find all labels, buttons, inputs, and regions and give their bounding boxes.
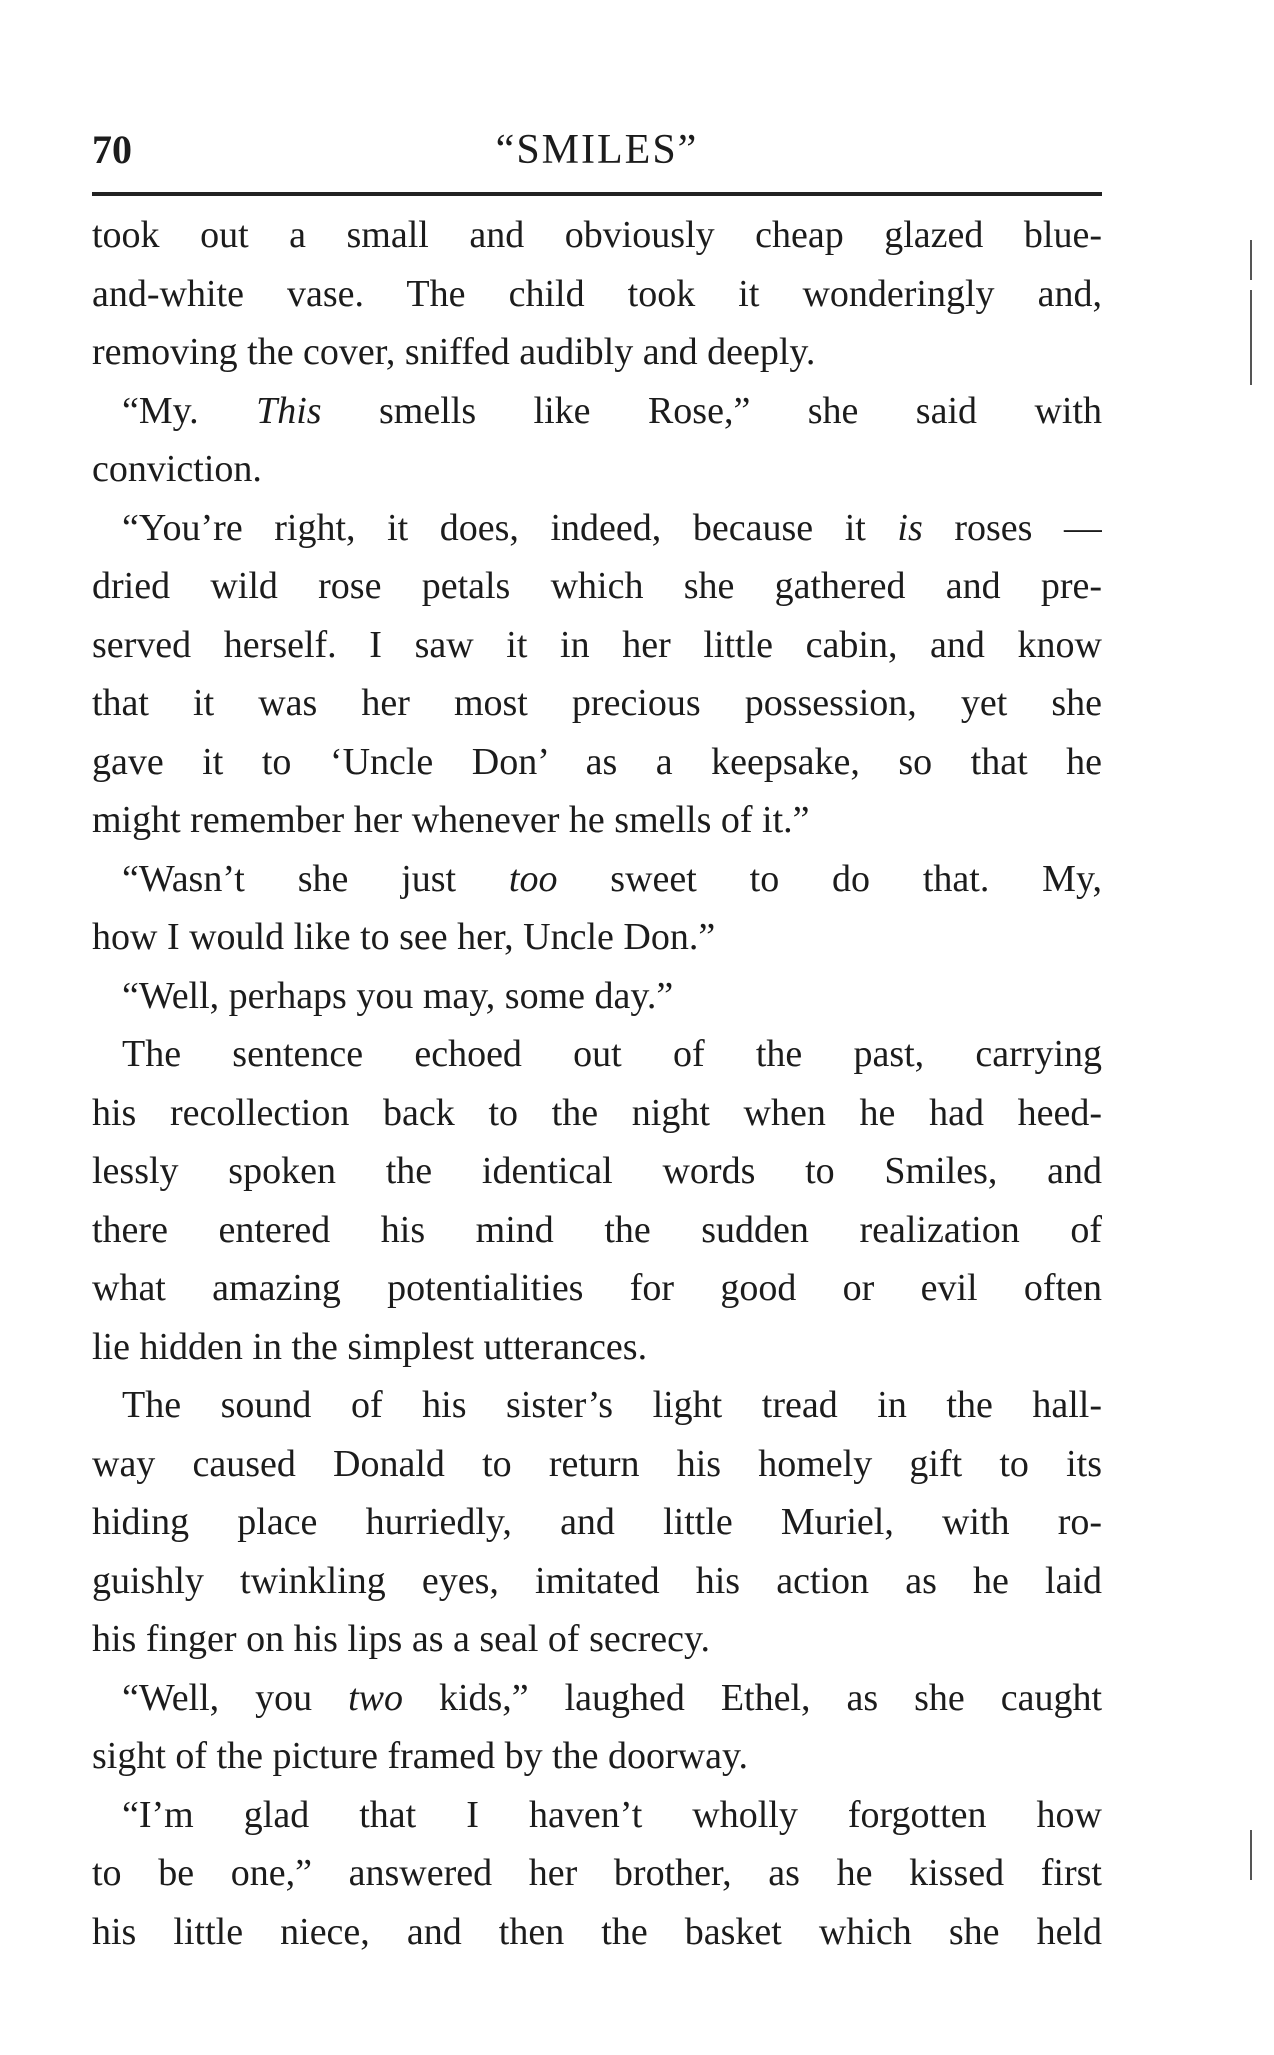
text-run: “Well, you xyxy=(122,1676,349,1719)
text-line: “I’m glad that I haven’t wholly forgotten how xyxy=(122,1793,1102,1836)
text-line: his recollection back to the night when he had heed- xyxy=(92,1091,1102,1134)
text-run: “You’re right, it does, indeed, because it xyxy=(122,506,898,549)
page-edge-mark xyxy=(1250,290,1252,385)
header-rule xyxy=(92,192,1102,196)
page-header xyxy=(92,118,1102,182)
text-line xyxy=(92,850,1102,909)
text-line xyxy=(92,382,1102,441)
text-run: smells like Rose,” she said with xyxy=(321,389,1102,432)
emphasis-text: two xyxy=(348,1676,403,1719)
text-line: his little niece, and then the basket which she held xyxy=(92,1910,1102,1953)
text-line: guishly twinkling eyes, imitated his action as he laid xyxy=(92,1559,1102,1602)
text-line: The sentence echoed out of the past, carrying xyxy=(122,1033,1102,1075)
text-line: served herself. I saw it in her little cabin, and know xyxy=(92,623,1102,666)
text-line: conviction. xyxy=(92,448,262,490)
text-line: dried wild rose petals which she gathered and pre- xyxy=(92,565,1102,607)
text-run: “My. xyxy=(122,389,257,432)
text-line: might remember her whenever he smells of it.” xyxy=(92,799,810,841)
text-line: what amazing potentialities for good or evil often xyxy=(92,1267,1102,1309)
text-line: gave it to ‘Uncle Don’ as a keepsake, so that he xyxy=(92,740,1102,783)
text-line: his finger on his lips as a seal of secrecy. xyxy=(92,1618,711,1660)
text-line: took out a small and obviously cheap glazed blue- xyxy=(92,214,1102,256)
text-line: how I would like to see her, Uncle Don.” xyxy=(92,916,716,958)
text-line: removing the cover, sniffed audibly and deeply. xyxy=(92,331,816,373)
text-line: The sound of his sister’s light tread in the hall- xyxy=(122,1384,1102,1426)
running-head: “SMILES” xyxy=(495,127,699,173)
page-edge-mark xyxy=(1250,1830,1252,1880)
emphasis-text: is xyxy=(897,506,923,549)
page-edge-mark xyxy=(1250,240,1252,280)
text-line: to be one,” answered her brother, as he kissed first xyxy=(92,1852,1102,1894)
text-line: way caused Donald to return his homely gift to its xyxy=(92,1442,1102,1485)
emphasis-text: too xyxy=(508,857,558,900)
page-number: 70 xyxy=(92,127,132,172)
text-run: “Wasn’t she just xyxy=(122,857,509,900)
text-line: and-white vase. The child took it wonderingly and, xyxy=(92,272,1102,315)
emphasis-text: This xyxy=(256,389,322,432)
text-line: there entered his mind the sudden realization of xyxy=(92,1208,1102,1251)
body-text xyxy=(92,206,1102,1961)
text-line: “Well, perhaps you may, some day.” xyxy=(122,974,674,1017)
text-line: lie hidden in the simplest utterances. xyxy=(92,1325,648,1368)
text-run: kids,” laughed Ethel, as she caught xyxy=(402,1676,1102,1719)
text-line: hiding place hurriedly, and little Muriel, with ro- xyxy=(92,1501,1102,1543)
text-line xyxy=(92,499,1102,558)
text-run: sweet to do that. My, xyxy=(557,857,1102,900)
text-run: roses — xyxy=(922,506,1102,549)
text-line: that it was her most precious possession, yet she xyxy=(92,682,1102,724)
text-line xyxy=(92,1669,1102,1728)
text-line: sight of the picture framed by the doorway. xyxy=(92,1735,749,1777)
text-line: lessly spoken the identical words to Smiles, and xyxy=(92,1150,1102,1192)
